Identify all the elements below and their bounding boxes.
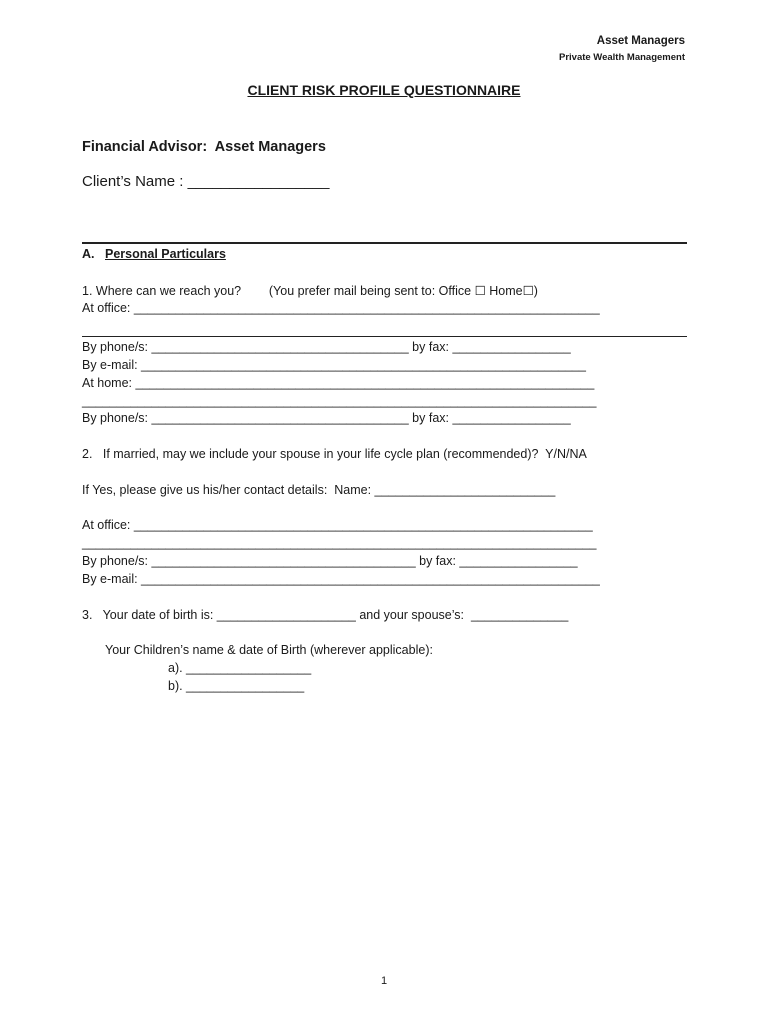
q1-home-phone-fax: By phone/s: _____________________________________ by fax: _________________ [82, 411, 571, 425]
q1-at-home: At home: __________________________________________________________________ [82, 376, 595, 390]
q1-email: By e-mail: ________________________________________________________________ [82, 358, 586, 372]
q2-phone-fax: By phone/s: ______________________________________ by fax: _________________ [82, 554, 578, 568]
section-letter: A. [82, 247, 95, 261]
q2-email: By e-mail: __________________________________________________________________ [82, 572, 600, 586]
q2-spouse-contact: If Yes, please give us his/her contact details: Name: __________________________ [82, 483, 556, 497]
section-divider [82, 242, 687, 244]
q2-question: 2. If married, may we include your spouse in your life cycle plan (recommended)? Y/N/NA [82, 447, 587, 461]
section-heading: Personal Particulars [105, 247, 226, 261]
page-title: CLIENT RISK PROFILE QUESTIONNAIRE [247, 82, 521, 98]
financial-advisor-line: Financial Advisor: Asset Managers [82, 139, 326, 155]
q1-office-line [82, 336, 687, 337]
q1-home-continued: __________________________________________________________________________ [82, 394, 597, 408]
division-name: Private Wealth Management [558, 52, 685, 63]
q1-at-office: At office: ___________________________________________________________________ [82, 301, 600, 315]
q3-child-b: b). _________________ [168, 679, 305, 693]
company-name: Asset Managers [596, 35, 685, 47]
q2-office-continued: __________________________________________________________________________ [82, 536, 597, 550]
client-name-line: Client’s Name : _________________ [82, 173, 330, 190]
q3-child-a: a). __________________ [168, 661, 312, 675]
q2-at-office: At office: __________________________________________________________________ [82, 518, 593, 532]
q1-phone-fax: By phone/s: _____________________________________ by fax: _________________ [82, 340, 571, 354]
q3-children-heading: Your Children’s name & date of Birth (wherever applicable): [105, 643, 433, 657]
q1-question: 1. Where can we reach you? (You prefer mail being sent to: Office ☐ Home☐) [82, 284, 538, 298]
q3-date-of-birth: 3. Your date of birth is: ____________________ and your spouse’s: ______________ [82, 608, 569, 622]
page-number: 1 [380, 975, 388, 987]
